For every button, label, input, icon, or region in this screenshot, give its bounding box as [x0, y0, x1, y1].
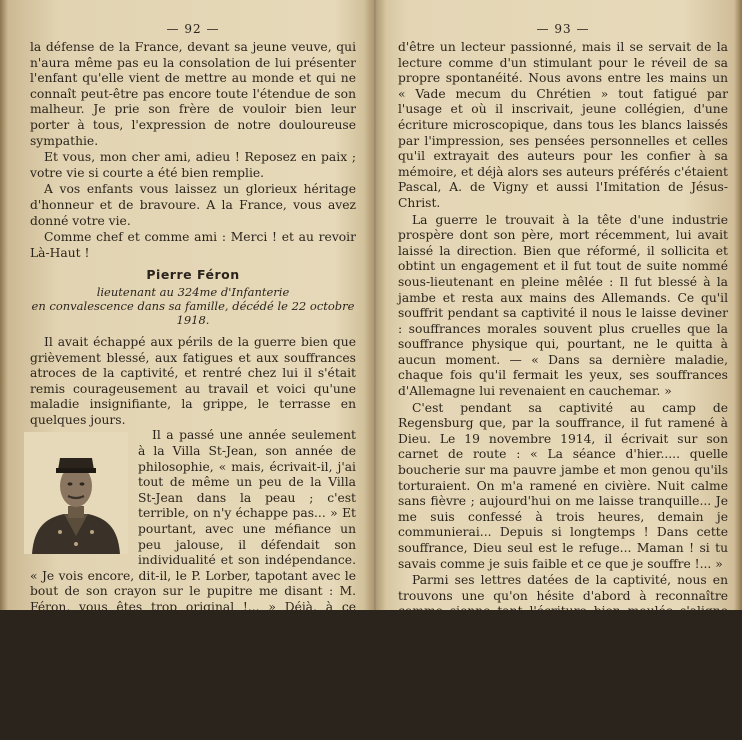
right-page: [398, 22, 728, 712]
subtitle-status: en convalescence dans sa famille, décédé le 22 octobre 1918.: [31, 298, 355, 327]
paragraph: Comme chef et comme ami : Merci ! et au revoir Là-Haut !: [30, 230, 356, 260]
page-number-right: — 93 —: [536, 22, 590, 36]
left-page: [30, 22, 356, 739]
paragraph: C'est pendant sa captivité au camp de Regensburg que, par la souffrance, il fut ramené à Dieu. Le 19 novembre 1914, il écrivait sur son carnet de route : « La séance d'hier..... quelle boucherie sur ma pauvre jambe et mon genou qu'ils torturaient. On m'a ramené en civière. Nuit calme sans fièvre ; aujourd'hui on me laisse tranquille... Je me suis confessé à trois heures, demain je communierai... Depuis si longtemps ! Dans cette souffrance, Dieu seul est le refuge... Maman ! si tu savais comme je suis faible et ce que je souffre !... »: [398, 400, 728, 571]
portrait-photo: [24, 432, 128, 554]
paragraph: Il a passé une année seulement à la Villa St-Jean, son année de philosophie, « mais, écrivait-il, j'ai tout de même un peu de la Villa St-Jean dans la peau ; c'est terrible, on n'y échappe pas... » Et pourtant, avec une méfiance un peu jalouse, il défendait son individualité et son indépendance. « Je vois encore, dit-il, le P. Lorber, tapotant avec le bout de son crayon sur le pupitre me disant : M. Féron, vous êtes trop original !... » Déjà, à ce moment, il montrait une exubérance de vie, une aversion pour toute contrainte qui n'excipait pas de ses titres, qui pouvaient tout faire espérer, mais aussi tout faire craindre. Espérances et craintes il les a successivement réalisées dans une vie courte, mais bien mouvementée. Il aspirait à penser par lui-même et à se faire des idées personnelles, ce qui ne l'empêchait pas: [30, 428, 356, 739]
paragraph: Et vous, mon cher ami, adieu ! Reposez en paix ; votre vie si courte a été bien remplie.: [30, 150, 356, 180]
paragraph: la défense de la France, devant sa jeune veuve, qui n'aura même pas eu la consolation de lui présenter l'enfant qu'elle vient de mettre au monde et qui ne connaît peut-être pas encore toute l'étendue de son malheur. Je prie son frère de vouloir bien leur porter à tous, l'expression de notre douloureuse sympathie.: [30, 40, 356, 148]
paragraph: A vos enfants vous laissez un glorieux héritage d'honneur et de bravoure. A la France, vous avez donné votre vie.: [30, 182, 356, 228]
paragraph: La guerre le trouvait à la tête d'une industrie prospère dont son père, mort récemment, lui avait laissé la direction. Bien que réformé, il sollicita et obtint un engagement et il fut tout de suite nommé sous-lieutenant en pleine mêlée : Il fut blessé à la jambe et resta aux mains des Allemands. Ce qu'il souffrit pendant sa captivité il nous le laisse deviner : souffrances morales souvent plus cruelles que la souffrance physique qui, pourtant, ne le quitta à aucun moment. — « Dans sa dernière maladie, chaque fois qu'il fermait les yeux, ses souffrances d'Allemagne lui revenaient en cauchemar. »: [398, 212, 728, 399]
page-edge-right: [734, 0, 742, 610]
paragraph: d'être un lecteur passionné, mais il se servait de la lecture comme d'un stimulant pour le réveil de sa propre spontanéité. Nous avons entre les mains un « Vade mecum du Chrétien » tout fatigué par l'usage et où il inscrivait, jeune collégien, d'une écriture microscopique, dans tous les blancs laissés par l'impression, ses pensées personnelles et celles qu'il extrayait des auteurs pour les confier à sa mémoire, et déjà alors ses auteurs préférés c'étaient Pascal, A. de Vigny et aussi l'Imitation de Jésus-Christ.: [398, 40, 728, 210]
paragraph: Parmi ses lettres datées de la captivité, nous en trouvons une qu'on hésite d'abord à reconnaître comme sienne tant l'écriture bien moulée s'aligne impeccablement sur la réglure : C'est que l'en-tête porte imprimé cet avertissement : N'écrire que sur les lignes et bien lisible (sic). Il aura fallu toute la crainte qu'il avait que sa lettre ne parvînt pas à son adresse pour qu'il se soumît à l'injonction de la censure: [398, 573, 728, 712]
book-gutter: [364, 0, 386, 610]
section-title: Pierre Féron: [146, 267, 240, 283]
page-edge-left: [0, 0, 8, 610]
paragraph: Il avait échappé aux périls de la guerre bien que grièvement blessé, aux fatigues et aux souffrances atroces de la captivité, et rentré chez lui il s'était remis courageusement au travail et voici qu'une maladie insignifiante, la grippe, le terrasse en quelques jours.: [30, 334, 356, 427]
subtitle-rank: lieutenant au 324me d'Infanterie: [96, 284, 290, 299]
page-number-left: — 92 —: [166, 22, 220, 36]
